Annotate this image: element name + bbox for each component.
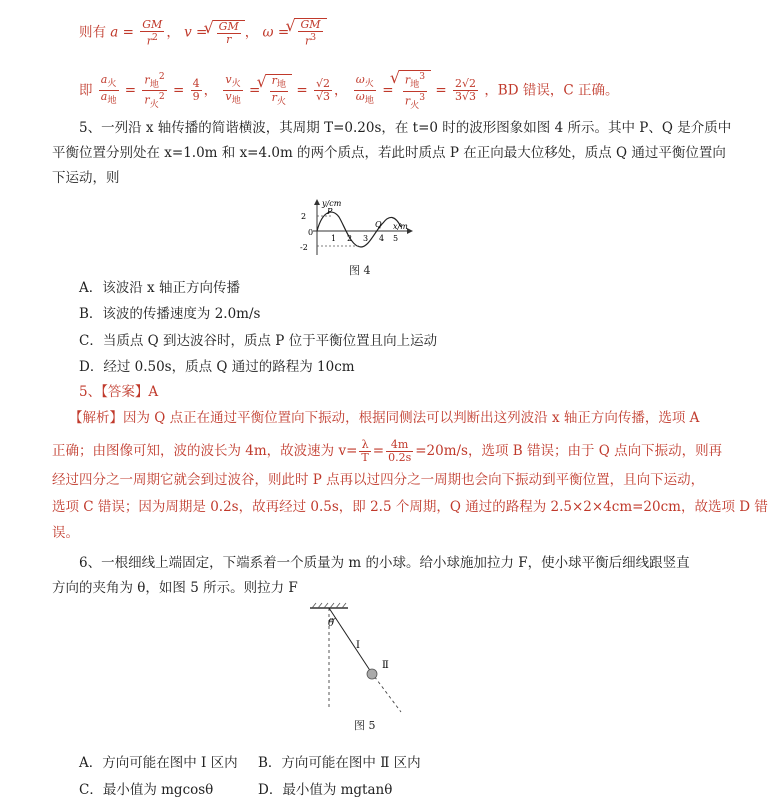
q5-stem-line-1: 5、一列沿 x 轴传播的简谐横波，其周期 T=0.20s，在 t=0 时的波形图象如图 4 所示。其中 P、Q 是介质中 [79, 120, 732, 136]
x-tick-4: 4 [379, 234, 385, 243]
x-axis-label: x/m [393, 222, 408, 231]
q6-option-d: D．最小值为 mgtanθ [258, 782, 393, 798]
frac-period: T [361, 451, 369, 464]
string [329, 608, 371, 672]
formula-line-2-prefix: 即 [79, 82, 93, 99]
y-axis-label: y/cm [322, 199, 342, 208]
formula-line-1: 则有 a = $\frac{GM}{r^2}$ ， v = √ $\frac{GM}{r}$ ， ω = √ $\frac{GM}{r^3}$ [79, 18, 327, 48]
point-q-label: Q [375, 220, 382, 229]
wave-curve [317, 212, 401, 247]
formula-line-2-suffix: ，BD 错误，C 正确。 [484, 82, 619, 99]
frac-lambda: λ [359, 439, 370, 452]
q5-answer: 5、【答案】A [79, 384, 159, 400]
q5-stem-line-2: 平衡位置分别处在 x=1.0m 和 x=4.0m 的两个质点，若此时质点 P 在正向最大位移处，质点 Q 通过平衡位置向 [52, 145, 726, 161]
q5-analysis-line-1: 【解析】因为 Q 点正在通过平衡位置向下振动，根据同侧法可以判断出这列波沿 x 轴正方向传播，选项 A [69, 410, 700, 426]
x-axis-arrow [407, 228, 413, 234]
frac-4m: 4m [386, 439, 413, 452]
x-tick-5: 5 [393, 234, 399, 243]
q5-analysis-line-5: 误。 [52, 525, 79, 541]
figure-4-caption: 图 4 [349, 264, 371, 277]
equals-sign: = [372, 443, 385, 459]
q5-stem-line-3: 下运动，则 [52, 170, 120, 186]
q5-analysis-line-4: 选项 C 错误；因为周期是 0.2s，故再经过 0.5s，即 2.5 个周期，Q 通过的路程为 2.5×2×4cm=20cm，故选项 D 错 [52, 499, 768, 515]
formula-line-1-prefix: 则有 [79, 24, 106, 41]
q6-option-b: B．方向可能在图中 Ⅱ 区内 [258, 755, 421, 771]
y-tick-0: 0 [308, 228, 314, 237]
x-tick-1: 1 [331, 234, 337, 243]
q5-option-d: D．经过 0.50s，质点 Q 通过的路程为 10cm [79, 359, 355, 375]
q5-analysis-line-2 [52, 433, 722, 469]
q6-stem-line-1: 6、一根细线上端固定，下端系着一个质量为 m 的小球。给小球施加拉力 F，使小球平衡后细线跟竖直 [79, 555, 690, 571]
formula-line-2: 即 $\frac{a_火}{a_地}$ = $\frac{r_地^2}{r_火^2}$ = $\frac{4}{9}$ ， $\frac{v_火}{v_地}$ = √ $\frac{r_地}{r_火}$ = $\frac{√2}{√3}$ ， $\frac{\omega_火}{\omega_地}$ = √ $\frac{r_地^3}{r_火^3}$ = $\frac{2√2}{3√3}$ ，BD 错误，C 正确。 [79, 70, 618, 112]
q6-option-a: A．方向可能在图中 Ⅰ 区内 [79, 755, 238, 771]
y-axis-arrow [314, 199, 320, 205]
analysis-text-b: =20m/s，选项 B 错误；由于 Q 点向下振动，则再 [415, 443, 723, 459]
pendulum-figure [300, 600, 415, 715]
q6-stem-line-2: 方向的夹角为 θ，如图 5 所示。则拉力 F [52, 580, 298, 596]
region-1-label: Ⅰ [356, 640, 360, 651]
analysis-text-a: 正确；由图像可知，波的波长为 4m，故波速为 v= [52, 443, 358, 459]
ball [367, 669, 377, 679]
wave-figure [295, 197, 420, 262]
x-tick-3: 3 [363, 234, 369, 243]
region-2-label: Ⅱ [382, 660, 389, 671]
q5-option-b: B．该波的传播速度为 2.0m/s [79, 306, 261, 322]
q5-option-a: A．该波沿 x 轴正方向传播 [79, 280, 240, 296]
q6-option-c: C．最小值为 mgcosθ [79, 782, 214, 798]
q5-analysis-line-3: 经过四分之一周期它就会到过波谷，则此时 P 点再以过四分之一周期也会向下振动到平衡位置，且向下运动， [52, 472, 705, 488]
y-tick-2: 2 [301, 212, 307, 221]
q5-option-c: C．当质点 Q 到达波谷时，质点 P 位于平衡位置且向上运动 [79, 333, 438, 349]
figure-5-caption: 图 5 [354, 719, 376, 732]
theta-label: θ [328, 618, 335, 629]
point-p-label: P [327, 207, 333, 216]
x-tick-2: 2 [347, 234, 353, 243]
y-tick-neg2: -2 [300, 243, 308, 252]
frac-0.2s: 0.2s [388, 451, 412, 464]
